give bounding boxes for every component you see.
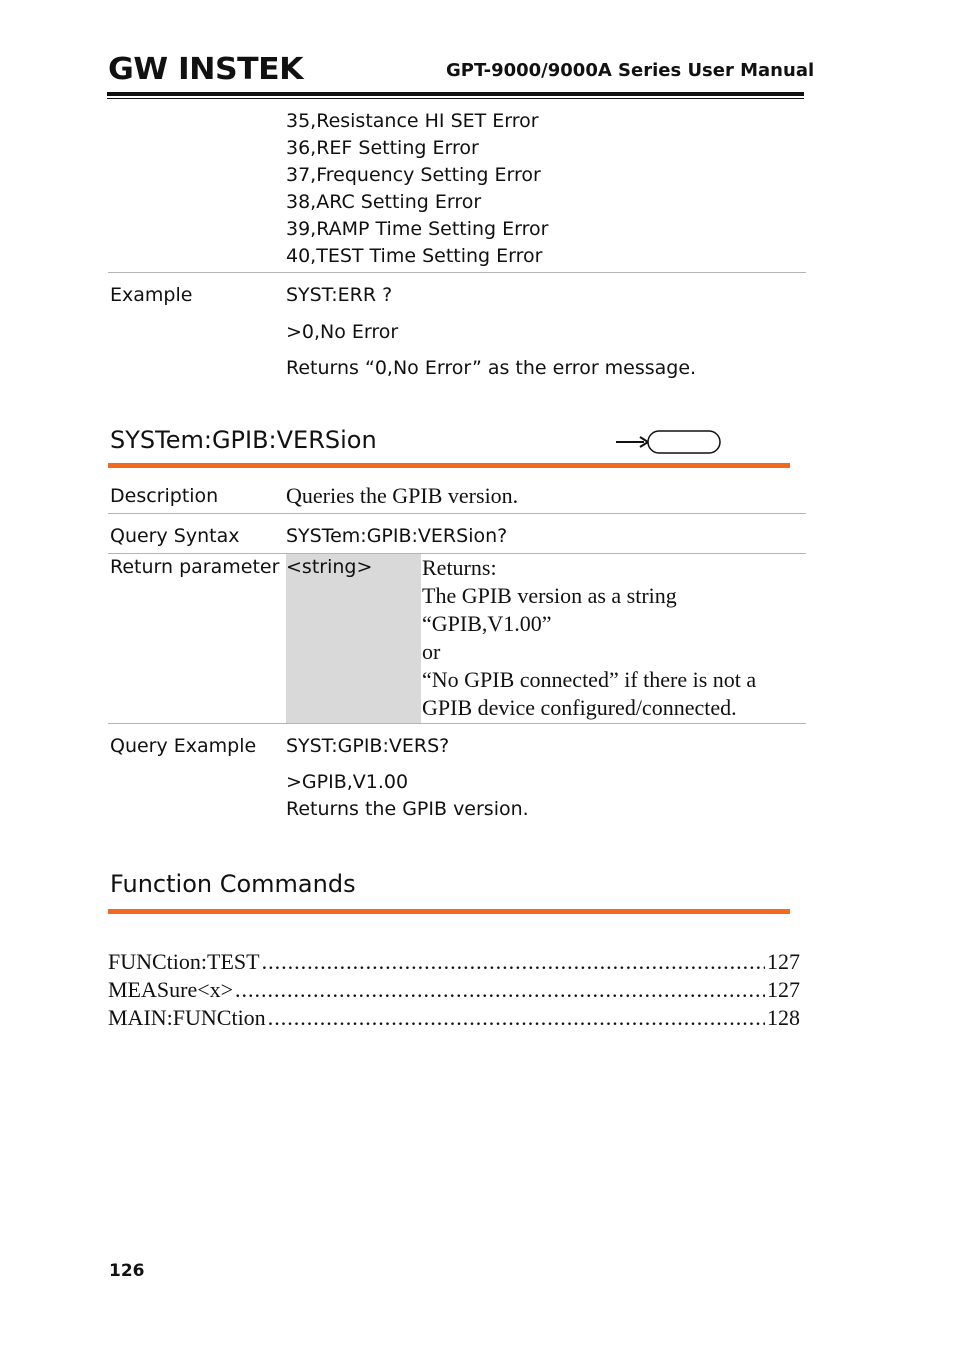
section-underline [108,909,790,914]
toc-leader-dots [262,948,765,976]
section-title-function-commands: Function Commands [110,870,356,898]
description-text: Queries the GPIB version. [286,483,519,508]
return-line: “No GPIB connected” if there is not a [422,667,757,692]
toc-leader-dots [235,976,765,1004]
return-line: Returns: [422,555,497,580]
manual-title: GPT-9000/9000A Series User Manual [446,60,815,81]
return-line: The GPIB version as a string [422,583,677,608]
query-syntax-text: SYSTem:GPIB:VERSion? [286,525,508,547]
toc-entry-page: 127 [767,949,800,974]
divider [108,513,806,514]
query-example-command: SYST:GPIB:VERS? [286,735,450,757]
toc-leader-dots [268,1004,765,1032]
query-example-label: Query Example [110,735,257,757]
query-example-note: Returns the GPIB version. [286,798,529,820]
divider [108,723,806,724]
return-line: “GPIB,V1.00” [422,611,552,636]
query-arrow-icon [614,429,724,457]
error-list-item: 35,Resistance HI SET Error [286,110,539,132]
example-note: Returns “0,No Error” as the error message. [286,357,697,379]
example-command: SYST:ERR ? [286,284,393,306]
return-type-text: <string> [286,556,373,578]
example-response: >0,No Error [286,321,399,343]
error-list-item: 38,ARC Setting Error [286,191,482,213]
header-rule-thick [107,92,804,96]
section-underline [108,463,790,468]
toc-entry[interactable] [108,1004,800,1032]
query-syntax-label: Query Syntax [110,525,240,547]
error-list-item: 37,Frequency Setting Error [286,164,541,186]
toc-entry[interactable] [108,948,800,976]
error-list-item: 39,RAMP Time Setting Error [286,218,549,240]
page-number: 126 [109,1261,145,1281]
toc-entry-name: FUNCtion:TEST [108,949,260,974]
toc-entry-page: 128 [767,1005,800,1030]
return-description [422,554,756,722]
return-line: or [422,639,441,664]
gw-instek-logo: GW INSTEK [108,52,304,87]
error-list-item: 40,TEST Time Setting Error [286,245,543,267]
section-title-gpib-version: SYSTem:GPIB:VERSion [110,426,377,454]
toc-entry-page: 127 [767,977,800,1002]
example-label: Example [110,284,193,306]
toc-entry-name: MAIN:FUNCtion [108,1005,266,1030]
query-example-response: >GPIB,V1.00 [286,771,409,793]
toc-entry[interactable] [108,976,800,1004]
header-rule-thin [107,98,804,99]
return-parameter-label: Return parameter [110,556,280,578]
return-line: GPIB device configured/connected. [422,695,737,720]
error-list-item: 36,REF Setting Error [286,137,479,159]
divider [108,272,806,273]
toc-entry-name: MEASure<x> [108,977,234,1002]
error-list [286,108,548,270]
description-label: Description [110,485,219,507]
